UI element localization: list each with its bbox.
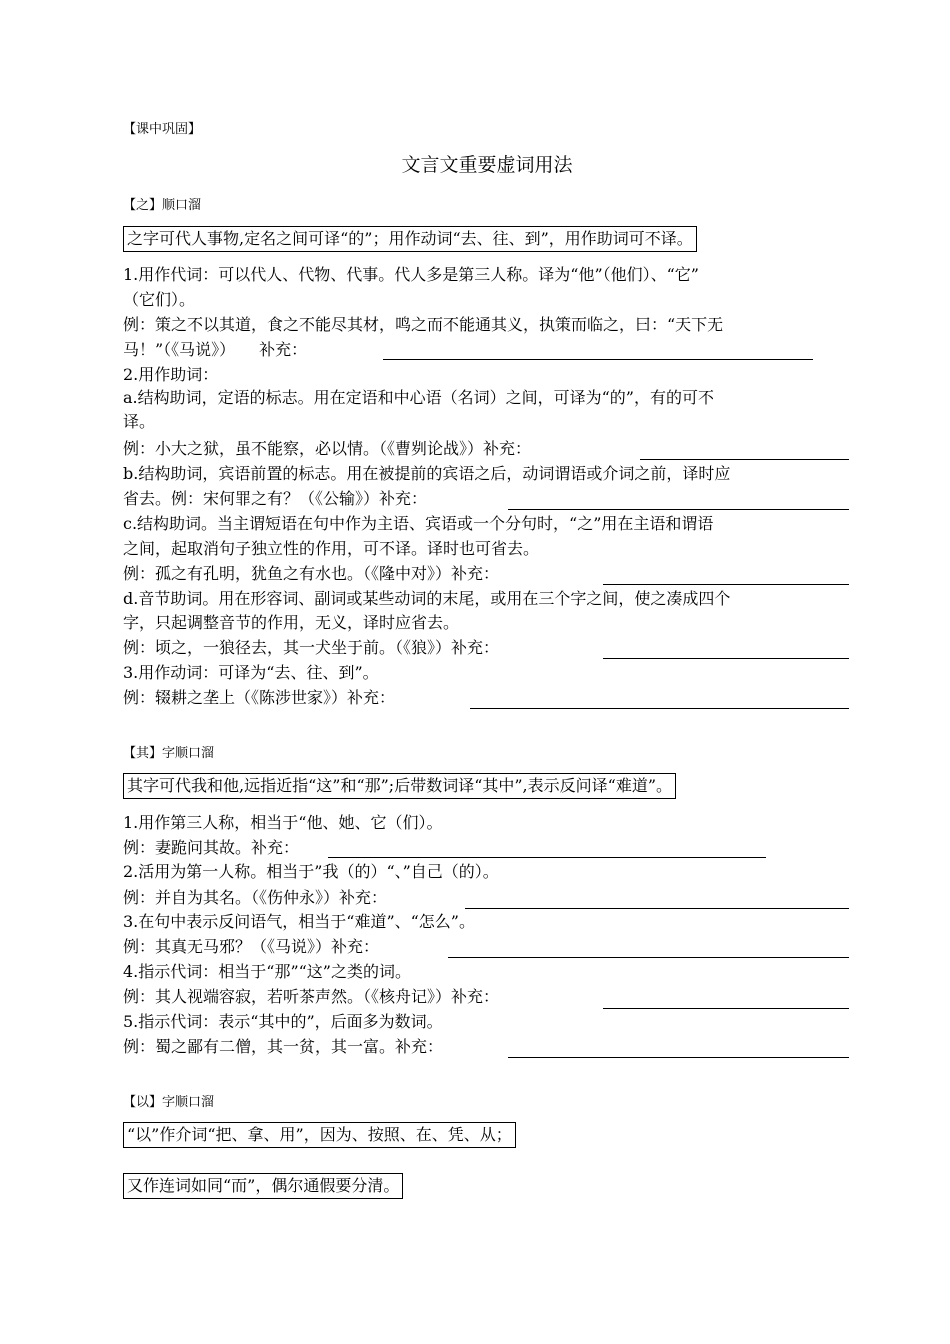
- zhi-line-2: （它们）。: [123, 290, 196, 309]
- zhi-heading: 【之】顺口溜: [123, 198, 202, 213]
- zhi-line-15: 字，只起调整音节的作用，无义，译时应省去。: [123, 613, 460, 632]
- zhi-line-5: 2.用作助词：: [123, 365, 219, 384]
- qi-line-9: 5.指示代词：表示“其中的”，后面多为数词。: [123, 1012, 443, 1031]
- zhi-line-3: 例：策之不以其道，食之不能尽其材，鸣之而不能通其义，执策而临之，曰：“天下无: [123, 315, 724, 334]
- qi-line-7: 4.指示代词：相当于“那”“这”之类的词。: [123, 962, 411, 981]
- answer-blank-5[interactable]: [603, 658, 849, 659]
- qi-line-1: 1.用作第三人称，相当于“他、她、它（们）。: [123, 813, 443, 832]
- qi-rhyme-box: 其字可代我和他,远指近指“这”和“那”;后带数词译“其中”,表示反问译“难道”。: [123, 773, 676, 799]
- zhi-line-9: b.结构助词，宾语前置的标志。用在被提前的宾语之后，动词谓语或介词之前，译时应: [123, 464, 731, 483]
- answer-blank-3[interactable]: [508, 509, 849, 510]
- zhi-line-11: c.结构助词。当主谓短语在句中作为主语、宾语或一个分句时，“之”用在主语和谓语: [123, 514, 714, 533]
- zhi-line-14: d.音节助词。用在形容词、副词或某些动词的末尾，或用在三个字之间，使之凑成四个: [123, 589, 731, 608]
- answer-blank-11[interactable]: [508, 1057, 849, 1058]
- zhi-line-16: 例：顷之，一狼径去，其一犬坐于前。（《狼》）补充：: [123, 638, 500, 657]
- zhi-line-17: 3.用作动词：可译为“去、往、到”。: [123, 663, 379, 682]
- answer-blank-4[interactable]: [603, 584, 849, 585]
- yi-rhyme-box-2: 又作连词如同“而”，偶尔通假要分清。: [123, 1173, 403, 1199]
- qi-line-2: 例：妻跪问其故。补充：: [123, 838, 300, 857]
- qi-line-8: 例：其人视端容寂，若听茶声然。（《核舟记》）补充：: [123, 987, 500, 1006]
- zhi-line-1: 1.用作代词：可以代人、代物、代事。代人多是第三人称。译为“他”（他们）、“它”: [123, 265, 699, 284]
- zhi-line-13: 例：孤之有孔明，犹鱼之有水也。（《隆中对》）补充：: [123, 564, 500, 583]
- zhi-rhyme-box: 之字可代人事物,定名之间可译“的”；用作动词“去、往、到”，用作助词可不译。: [123, 226, 697, 252]
- page-title: 文言文重要虚词用法: [401, 154, 573, 176]
- zhi-line-4: 马！”（《马说》） 补充：: [123, 340, 308, 359]
- qi-heading: 【其】字顺口溜: [123, 746, 215, 761]
- zhi-line-10: 省去。例：宋何罪之有？（《公输》）补充：: [123, 489, 428, 508]
- zhi-line-18: 例：辍耕之垄上（《陈涉世家》）补充：: [123, 688, 396, 707]
- qi-line-3: 2.活用为第一人称。相当于”我（的）“、”自己（的）。: [123, 862, 499, 881]
- qi-line-6: 例：其真无马邪？（《马说》）补充：: [123, 937, 380, 956]
- answer-blank-6[interactable]: [470, 708, 849, 709]
- answer-blank-10[interactable]: [603, 1008, 849, 1009]
- qi-line-10: 例：蜀之鄙有二僧，其一贫，其一富。补充：: [123, 1037, 444, 1056]
- zhi-line-7: 译。: [123, 412, 156, 431]
- answer-blank-1[interactable]: [383, 359, 813, 360]
- zhi-line-6: a.结构助词，定语的标志。用在定语和中心语（名词）之间，可译为“的”，有的可不: [123, 388, 714, 407]
- zhi-line-8: 例：小大之狱，虽不能察，必以情。（《曹刿论战》）补充：: [123, 439, 532, 458]
- answer-blank-9[interactable]: [448, 957, 849, 958]
- qi-line-4: 例：并自为其名。（《伤仲永》）补充：: [123, 888, 388, 907]
- yi-rhyme-box-1: “以”作介词“把、拿、用”，因为、按照、在、凭、从；: [123, 1122, 516, 1148]
- qi-line-5: 3.在句中表示反问语气，相当于“难道”、“怎么”。: [123, 912, 475, 931]
- answer-blank-2[interactable]: [640, 459, 849, 460]
- answer-blank-7[interactable]: [328, 857, 766, 858]
- section-tag: 【课中巩固】: [123, 122, 202, 137]
- yi-heading: 【以】字顺口溜: [123, 1095, 215, 1110]
- answer-blank-8[interactable]: [465, 908, 849, 909]
- zhi-line-12: 之间，起取消句子独立性的作用，可不译。译时也可省去。: [123, 539, 540, 558]
